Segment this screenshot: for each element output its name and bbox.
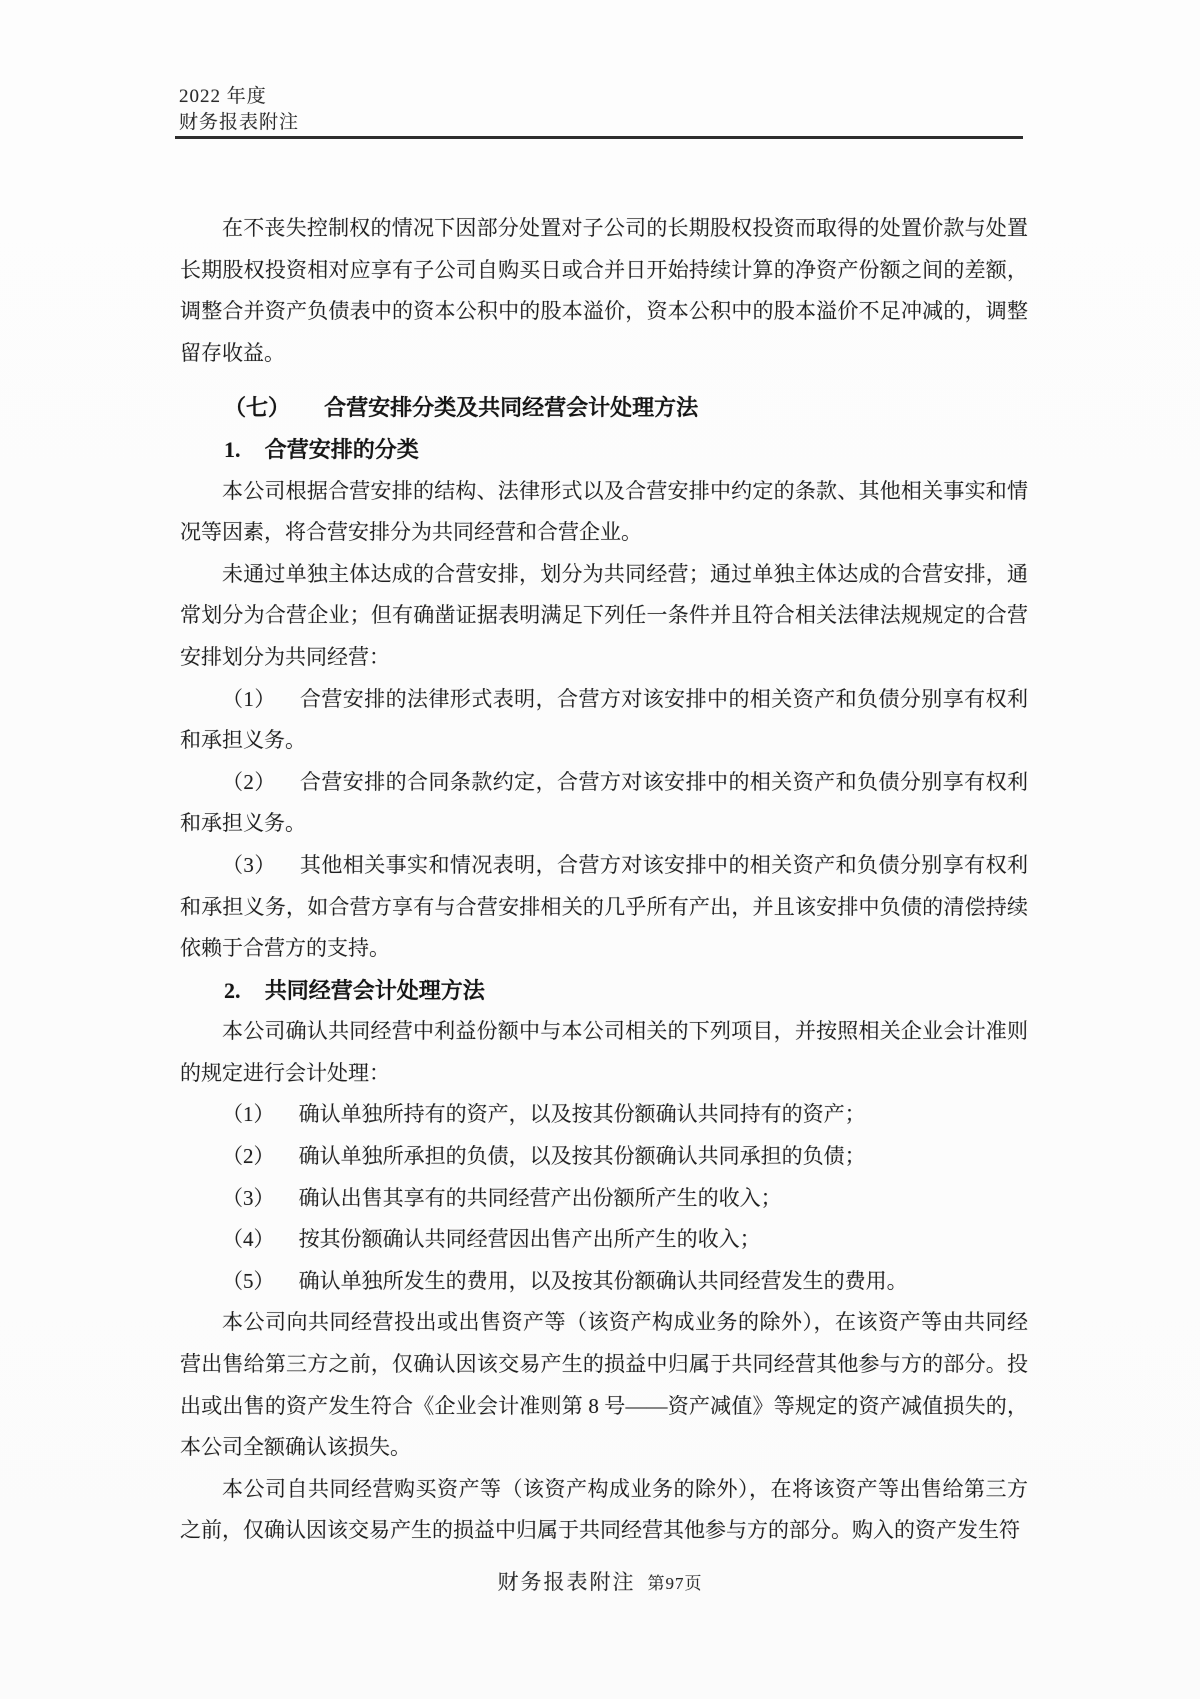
list-text: 确认单独所持有的资产，以及按其份额确认共同持有的资产； [298,1102,866,1127]
heading-number: （七） [224,395,291,421]
footer-doc-title: 财务报表附注 [497,1570,636,1594]
list-item [180,1219,1028,1261]
list-item [180,762,1028,845]
list-number: （3） [222,1185,275,1210]
list-number: （1） [222,686,276,711]
list-text: 合营安排的合同条款约定，合营方对该安排中的相关资产和负债分别享有权利和承担义务。 [180,769,1028,836]
subsection-heading [180,429,1028,471]
list-number: （3） [222,852,276,877]
list-text: 确认单独所发生的费用，以及按其份额确认共同经营发生的费用。 [298,1268,908,1293]
list-text: 确认出售其享有的共同经营产出份额所产生的收入； [298,1185,782,1210]
paragraph: 本公司确认共同经营中利益份额中与本公司相关的下列项目，并按照相关企业会计准则的规定进行会计处理： [180,1019,1028,1085]
paragraph: 本公司向共同经营投出或出售资产等（该资产构成业务的除外），在该资产等由共同经营出售给第三方之前，仅确认因该交易产生的损益中归属于共同经营其他参与方的部分。投出或出售的资产发生符合《企业会计准则第 8 号——资产减值》等规定的资产减值损失的，本公司全额确认该损失。 [180,1310,1028,1460]
header-divider [175,136,1023,139]
list-item [180,845,1028,970]
header-year: 2022 年度 [179,86,267,107]
page-header [179,84,299,136]
page-footer [0,1566,1200,1596]
heading-text: 共同经营会计处理方法 [264,977,485,1003]
subsection-heading [180,970,1028,1012]
document-body [180,208,1028,1552]
list-item [180,1136,1028,1178]
heading-text: 合营安排分类及共同经营会计处理方法 [324,395,699,421]
list-item [180,679,1028,762]
heading-text: 合营安排的分类 [264,436,419,462]
list-item [180,1261,1028,1303]
list-number: （2） [222,1144,275,1169]
list-number: （1） [222,1102,275,1127]
list-number: （2） [222,769,276,794]
heading-number: 2. [224,977,241,1003]
heading-number: 1. [224,436,241,462]
footer-page-number: 第97页 [647,1574,703,1593]
list-number: （4） [222,1227,275,1252]
list-item [180,1094,1028,1136]
list-number: （5） [222,1268,275,1293]
list-text: 按其份额确认共同经营因出售产出所产生的收入； [298,1227,761,1252]
list-text: 其他相关事实和情况表明，合营方对该安排中的相关资产和负债分别享有权利和承担义务，如合营方享有与合营安排相关的几乎所有产出，并且该安排中负债的清偿持续依赖于合营方的支持。 [180,852,1028,961]
list-item [180,1178,1028,1220]
paragraph: 未通过单独主体达成的合营安排，划分为共同经营；通过单独主体达成的合营安排，通常划分为合营企业；但有确凿证据表明满足下列任一条件并且符合相关法律法规规定的合营安排划分为共同经营： [180,561,1028,669]
paragraph: 本公司根据合营安排的结构、法律形式以及合营安排中约定的条款、其他相关事实和情况等因素，将合营安排分为共同经营和合营企业。 [180,478,1028,545]
list-text: 确认单独所承担的负债，以及按其份额确认共同承担的负债； [298,1144,866,1169]
paragraph: 本公司自共同经营购买资产等（该资产构成业务的除外），在将该资产等出售给第三方之前，仅确认因该交易产生的损益中归属于共同经营其他参与方的部分。购入的资产发生符 [180,1476,1028,1543]
list-text: 合营安排的法律形式表明，合营方对该安排中的相关资产和负债分别享有权利和承担义务。 [180,686,1028,753]
header-doc-title: 财务报表附注 [179,112,300,133]
section-heading [180,387,1028,429]
paragraph: 在不丧失控制权的情况下因部分处置对子公司的长期股权投资而取得的处置价款与处置长期股权投资相对应享有子公司自购买日或合并日开始持续计算的净资产份额之间的差额，调整合并资产负债表中的资本公积中的股本溢价，资本公积中的股本溢价不足冲减的，调整留存收益。 [180,216,1028,365]
